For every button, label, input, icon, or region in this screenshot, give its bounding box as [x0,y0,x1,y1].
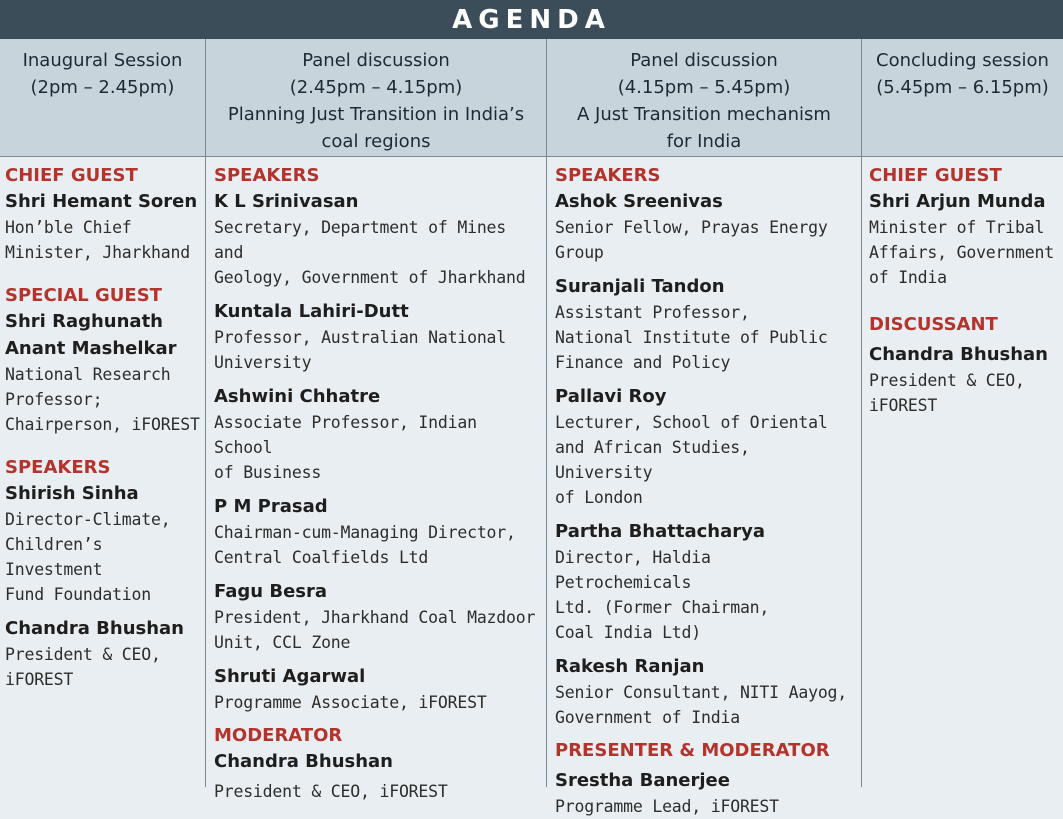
person-entry [214,298,541,375]
person-name: Kuntala Lahiri-Dutt [214,301,409,322]
section-label: SPECIAL GUEST [5,285,162,306]
person-entry [869,188,1058,290]
person-role: President, Jharkhand Coal Mazdoor [214,608,536,627]
header-line: Inaugural Session [22,50,183,71]
person-entry [214,493,541,570]
person-role: of India [869,268,947,287]
person-role: Minister, Jharkhand [5,243,190,262]
agenda-body-row [0,157,1063,816]
person-name: Fagu Besra [214,581,328,602]
person-name: Anant Mashelkar [5,338,177,359]
section-label: SPEAKERS [5,457,111,478]
person-entry [555,767,856,819]
person-role: Children’s Investment [5,535,103,579]
person-entry [555,383,856,510]
person-role: Lecturer, School of Oriental [555,413,828,432]
person-name: Chandra Bhushan [869,344,1048,365]
person-name: Chandra Bhushan [214,751,393,772]
column-header-concluding [861,39,1063,157]
inaugural-column [0,157,205,787]
header-line: (2pm – 2.45pm) [30,77,175,98]
person-role: Professor; [5,390,103,409]
person-role: President & CEO, [5,645,161,664]
header-line: A Just Transition mechanism [577,104,831,125]
person-entry [5,480,200,607]
concluding-column [861,157,1063,787]
person-role: Senior Consultant, NITI Aayog, [555,683,848,702]
header-line: Panel discussion [630,50,778,71]
section-label: CHIEF GUEST [869,165,1002,186]
person-role: Coal India Ltd) [555,623,702,642]
person-entry [555,518,856,645]
person-role: Fund Foundation [5,585,152,604]
person-role: Programme Lead, iFOREST [555,797,779,816]
person-role: Government of India [555,708,740,727]
person-role: Associate Professor, Indian School [214,413,477,457]
person-role: Director, Haldia Petrochemicals [555,548,711,592]
person-role: of Business [214,463,322,482]
person-name: Chandra Bhushan [5,618,184,639]
person-role: Director-Climate, [5,510,171,529]
person-role: Ltd. (Former Chairman, [555,598,770,617]
person-role: Secretary, Department of Mines and [214,218,507,262]
person-name: Shruti Agarwal [214,666,366,687]
person-role: University [214,353,312,372]
header-line: (4.15pm – 5.45pm) [617,77,791,98]
section-label: CHIEF GUEST [5,165,138,186]
person-role: Chairman-cum-Managing Director, [214,523,516,542]
person-entry [869,341,1058,418]
person-entry [555,653,856,730]
person-role: Geology, Government of Jharkhand [214,268,526,287]
person-role: Group [555,243,604,262]
person-name: Partha Bhattacharya [555,521,765,542]
person-role: Central Coalfields Ltd [214,548,429,567]
section-label: DISCUSSANT [869,314,998,335]
person-name: Ashok Sreenivas [555,191,723,212]
person-name: P M Prasad [214,496,328,517]
header-line: for India [666,131,742,152]
person-role: of London [555,488,643,507]
person-entry [214,188,541,290]
agenda-header-row [0,39,1063,157]
person-name: Shirish Sinha [5,483,139,504]
person-role: Assistant Professor, [555,303,750,322]
column-header-inaugural [0,39,205,157]
person-role: Programme Associate, iFOREST [214,693,487,712]
person-role: President & CEO, iFOREST [214,782,448,801]
person-role: Affairs, Government [869,243,1054,262]
header-line: coal regions [321,131,431,152]
person-entry [214,383,541,485]
person-role: Unit, CCL Zone [214,633,351,652]
panel-1-column [205,157,546,801]
person-role: iFOREST [869,396,938,415]
person-role: and African Studies, University [555,438,750,482]
person-role: iFOREST [5,670,74,689]
header-line: (2.45pm – 4.15pm) [289,77,463,98]
agenda-title: AGENDA [0,0,1063,39]
person-entry [555,188,856,265]
person-entry [214,663,541,715]
column-header-panel-1 [205,39,546,157]
person-entry [5,188,200,265]
person-name: Shri Hemant Soren [5,191,198,212]
person-role: Finance and Policy [555,353,731,372]
person-role: Professor, Australian National [214,328,507,347]
person-role: National Research [5,365,171,384]
person-role: Minister of Tribal [869,218,1045,237]
person-role: Chairperson, iFOREST [5,415,200,434]
person-name: K L Srinivasan [214,191,359,212]
person-entry [5,615,200,692]
person-role: President & CEO, [869,371,1025,390]
header-line: Planning Just Transition in India’s [227,104,525,125]
person-name: Srestha Banerjee [555,770,730,791]
person-name: Ashwini Chhatre [214,386,381,407]
person-name: Shri Arjun Munda [869,191,1046,212]
header-line: (5.45pm – 6.15pm) [876,77,1049,98]
section-label: PRESENTER & MODERATOR [555,740,830,761]
section-label: MODERATOR [214,725,343,746]
person-entry [555,273,856,375]
section-label: SPEAKERS [214,165,320,186]
column-header-panel-2 [546,39,861,157]
person-role: Hon’ble Chief [5,218,132,237]
panel-2-column [546,157,861,816]
person-entry [5,308,200,437]
person-role: National Institute of Public [555,328,828,347]
person-entry [214,578,541,655]
person-name: Suranjali Tandon [555,276,725,297]
person-entry [214,748,541,804]
header-line: Concluding session [876,50,1049,71]
section-label: SPEAKERS [555,165,661,186]
person-name: Shri Raghunath [5,311,163,332]
person-name: Pallavi Roy [555,386,667,407]
person-name: Rakesh Ranjan [555,656,705,677]
header-line: Panel discussion [302,50,450,71]
person-role: Senior Fellow, Prayas Energy [555,218,828,237]
